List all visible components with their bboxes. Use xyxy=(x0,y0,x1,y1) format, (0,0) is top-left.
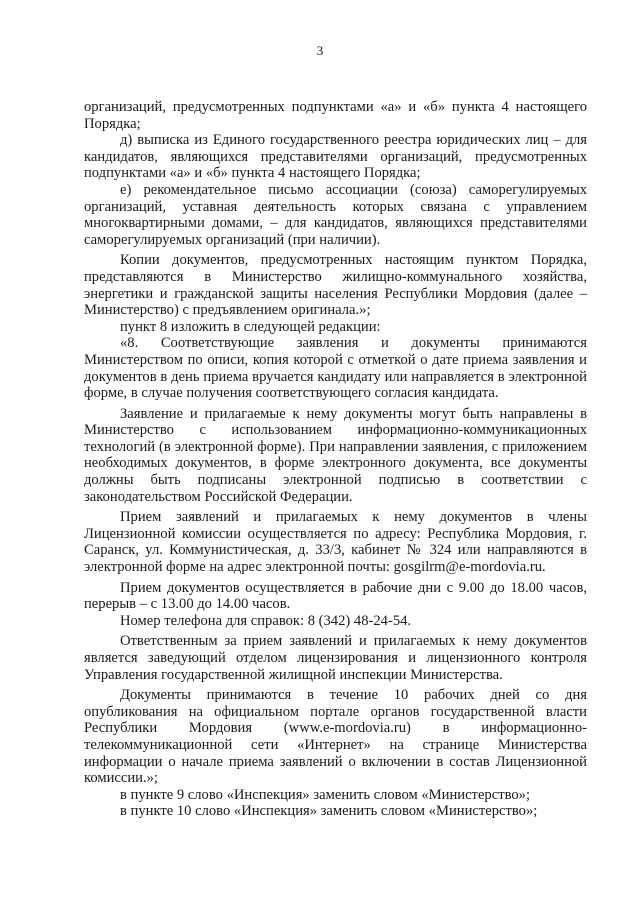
paragraph-point-9: в пункте 9 слово «Инспекция» заменить словом «Министерство»; xyxy=(120,786,531,803)
paragraph-copies: Копии документов, предусмотренных настоящим пунктом Порядка, представляются в Министерство жилищно-коммунального хозяйства, энергетики и гражданской защиты населения Республики Мордовия (далее – Министерство) с предъявлением оригинала.»; xyxy=(84,252,587,319)
page-number: 3 xyxy=(316,43,324,58)
paragraph-item-e: е) рекомендательное письмо ассоциации (союза) саморегулируемых организаций, уставная деятельность которых связана с управлением многоквартирными домами, – для кандидатов, являющихся представителями саморегулируемых организаций (при наличии). xyxy=(84,181,587,248)
paragraph-point-8: «8. Соответствующие заявления и документы принимаются Министерством по описи, копия которой с отметкой о дате приема заявления и документов в день приема вручается кандидату или направляется в электронной форме, в случае получения соответствующего согласия кандидата. xyxy=(84,335,587,402)
paragraph-continuation: организаций, предусмотренных подпунктами «а» и «б» пункта 4 настоящего Порядка; xyxy=(84,99,587,132)
paragraph-point-10: в пункте 10 слово «Инспекция» заменить словом «Министерство»; xyxy=(120,803,538,820)
paragraph-point-8-intro: пункт 8 изложить в следующей редакции: xyxy=(120,318,381,335)
document-body xyxy=(84,99,587,820)
paragraph-electronic-submission: Заявление и прилагаемые к нему документы могут быть направлены в Министерство с использованием информационно-коммуникационных технологий (в электронной форме). При направлении заявления, с приложением необходимых документов, в форме электронного документа, все документы должны быть подписаны электронной подписью в соответствии с законодательством Российской Федерации. xyxy=(84,405,587,505)
paragraph-hours: Прием документов осуществляется в рабочие дни с 9.00 до 18.00 часов, перерыв – с 13.00 до 14.00 часов. xyxy=(84,579,587,613)
paragraph-responsible: Ответственным за прием заявлений и прилагаемых к нему документов является заведующий отделом лицензирования и лицензионного контроля Управления государственной жилищной инспекции Министерства. xyxy=(84,633,587,683)
paragraph-address: Прием заявлений и прилагаемых к нему документов в члены Лицензионной комиссии осуществляется по адресу: Республика Мордовия, г. Саранск, ул. Коммунистическая, д. 33/3, кабинет № 324 или направляются в электронной форме на адрес электронной почты: gosgilrm@e-mordovia.ru. xyxy=(84,509,587,576)
paragraph-timeline: Документы принимаются в течение 10 рабочих дней со дня опубликования на официальном портале органов государственной власти Республики Мордовия (www.e-mordovia.ru) в информационно-телекоммуникационной сети «Интернет» на странице Министерства информации о начале приема заявлений о включении в состав Лицензионной комиссии.»; xyxy=(84,687,587,787)
paragraph-phone: Номер телефона для справок: 8 (342) 48-24-54. xyxy=(120,612,412,629)
paragraph-item-d: д) выписка из Единого государственного реестра юридических лиц – для кандидатов, являющихся представителями организаций, предусмотренных подпунктами «а» и «б» пункта 4 настоящего Порядка; xyxy=(84,132,587,182)
